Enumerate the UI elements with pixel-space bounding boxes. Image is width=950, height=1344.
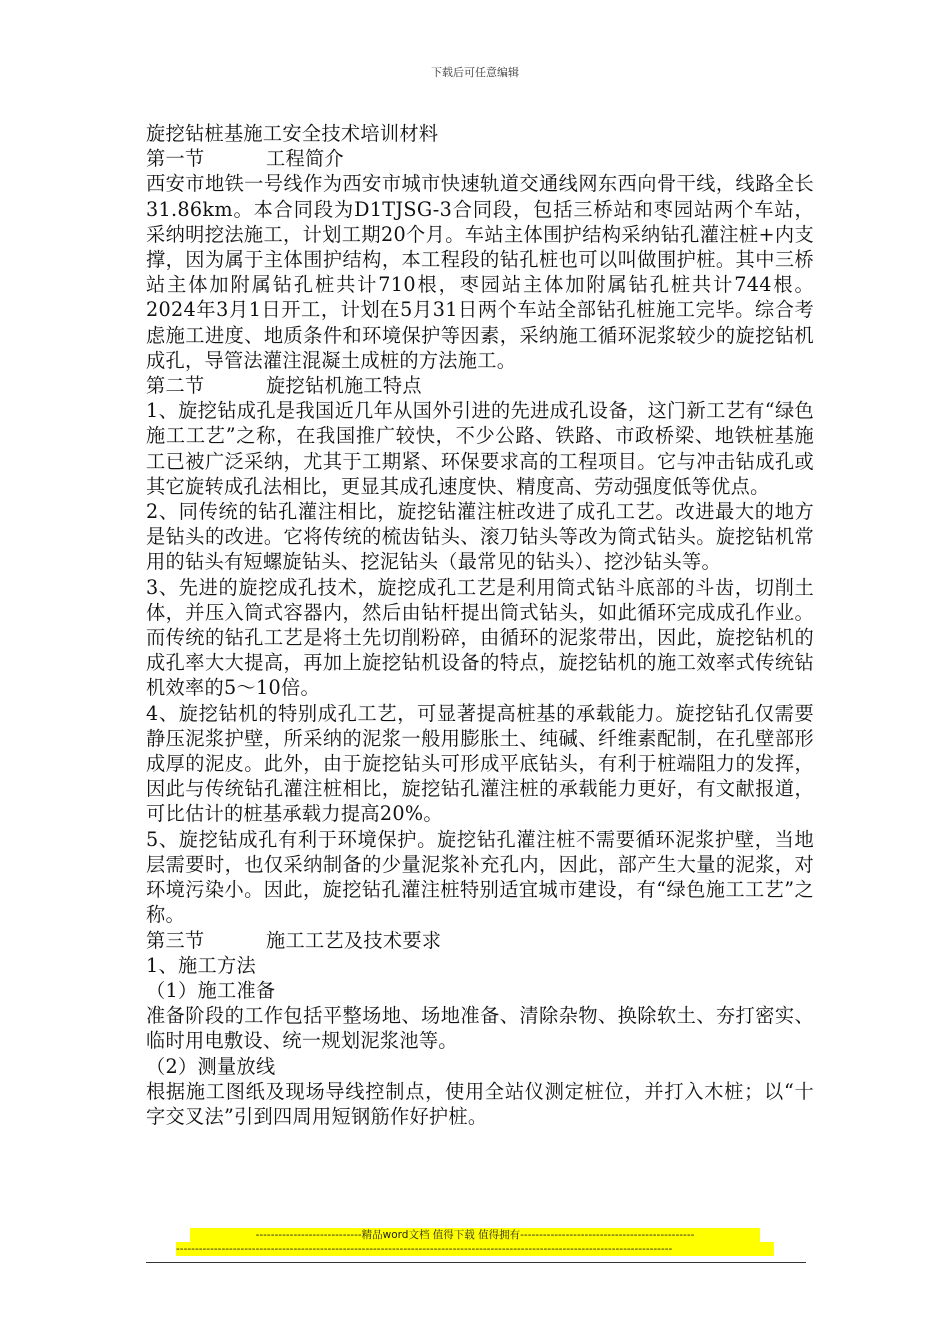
footer-banner xyxy=(176,1228,774,1256)
section-number: 第三节 xyxy=(146,928,205,952)
item-text-1: 准备阶段的工作包括平整场地、场地准备、清除杂物、换除软土、夯打密实、临时用电敷设、统一规划泥浆池等。 xyxy=(146,1004,814,1053)
footer-rule xyxy=(146,1262,806,1263)
section-heading-2 xyxy=(146,373,814,398)
section-title: 旋挖钻机施工特点 xyxy=(266,374,422,398)
section-title: 施工工艺及技术要求 xyxy=(266,928,442,952)
section-1-paragraph: 西安市地铁一号线作为西安市城市快速轨道交通线网东西向骨干线，线路全长31.86km。本合同段为D1TJSG-3合同段，包括三桥站和枣园站两个车站，采纳明挖法施工，计划工期20个月。车站主体围护结构采纳钻孔灌注桩+内支撑，因为属于主体围护结构，本工程段的钻孔桩也可以叫做围护桩。其中三桥站主体加附属钻孔桩共计710根，枣园站主体加附属钻孔桩共计744根。2024年3月1日开工，计划在5月31日两个车站全部钻孔桩施工完毕。综合考虑施工进度、地质条件和环境保护等因素，采纳施工循环泥浆较少的旋挖钻机成孔，导管法灌注混凝土成桩的方法施工。 xyxy=(146,172,814,372)
section-2-paragraph-2: 2、同传统的钻孔灌注相比，旋挖钻灌注桩改进了成孔工艺。改进最大的地方是钻头的改进。它将传统的梳齿钻头、滚刀钻头等改为筒式钻头。旋挖钻机常用的钻头有短螺旋钻头、挖泥钻头（最常见的钻头）、挖沙钻头等。 xyxy=(146,500,814,574)
section-2-paragraph-1: 1、旋挖钻成孔是我国近几年从国外引进的先进成孔设备，这门新工艺有“绿色施工工艺”之称，在我国推广较快，不少公路、铁路、市政桥梁、地铁桩基施工已被广泛采纳，尤其于工期紧、环保要求高的工程项目。它与冲击钻成孔或其它旋转成孔法相比，更显其成孔速度快、精度高、劳动强度低等优点。 xyxy=(146,399,814,498)
section-2-paragraph-5: 5、旋挖钻成孔有利于环境保护。旋挖钻孔灌注桩不需要循环泥浆护壁，当地层需要时，也仅采纳制备的少量泥浆补充孔内，因此，部产生大量的泥浆，对环境污染小。因此，旋挖钻孔灌注桩特别适宜城市建设，有“绿色施工工艺”之称。 xyxy=(146,827,814,927)
subsection-heading: 1、施工方法 xyxy=(146,953,256,977)
document-body xyxy=(146,121,814,1129)
section-number: 第一节 xyxy=(146,147,205,171)
section-2-paragraph-4: 4、旋挖钻机的特别成孔工艺，可显著提高桩基的承载能力。旋挖钻孔仅需要静压泥浆护壁，所采纳的泥浆一般用膨胀土、纯碱、纤维素配制，在孔壁部形成厚的泥皮。此外，由于旋挖钻头可形成平底钻头，有利于桩端阻力的发挥，因此与传统钻孔灌注桩相比，旋挖钻孔灌注桩的承载能力更好，有文献报道，可比估计的桩基承载力提高20%。 xyxy=(146,701,814,826)
footer-banner-text: ----------------------------精品word文档 值得下载 值得拥有---------------------------------------------- xyxy=(190,1228,760,1242)
section-heading-3 xyxy=(146,928,814,953)
section-number: 第二节 xyxy=(146,374,205,398)
section-heading-1 xyxy=(146,146,814,171)
item-label-1: （1）施工准备 xyxy=(146,978,276,1002)
document-title: 旋挖钻桩基施工安全技术培训材料 xyxy=(146,122,439,145)
section-title: 工程简介 xyxy=(266,147,344,171)
footer-dash-line: ----------------------------------------------------------------------------------------------------------------------------------- xyxy=(176,1242,774,1256)
page-header-note: 下载后可任意编辑 xyxy=(431,66,519,79)
section-2-paragraph-3: 3、先进的旋挖成孔技术，旋挖成孔工艺是利用筒式钻斗底部的斗齿，切削土体，并压入筒式容器内，然后由钻杆提出筒式钻头，如此循环完成成孔作业。而传统的钻孔工艺是将土先切削粉碎，由循环的泥浆带出，因此，旋挖钻机的成孔率大大提高，再加上旋挖钻机设备的特点，旋挖钻机的施工效率式传统钻机效率的5～10倍。 xyxy=(146,575,814,700)
item-text-2: 根据施工图纸及现场导线控制点，使用全站仪测定桩位，并打入木桩；以“十字交叉法”引到四周用短钢筋作好护桩。 xyxy=(146,1079,814,1128)
item-label-2: （2）测量放线 xyxy=(146,1054,276,1078)
